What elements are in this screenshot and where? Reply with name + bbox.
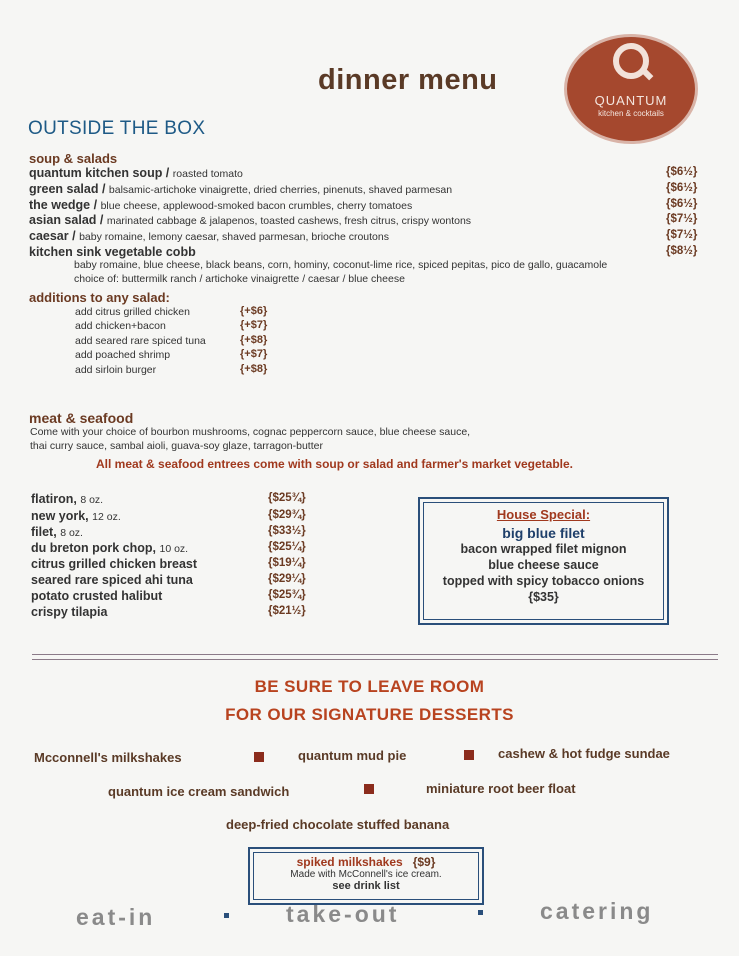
divider bbox=[32, 659, 718, 660]
item-price: {$6½} bbox=[666, 182, 698, 194]
entree-item: new york, 12 oz. bbox=[31, 509, 121, 523]
addition-price: {+$8} bbox=[240, 363, 268, 375]
bullet-square-icon bbox=[254, 752, 264, 762]
bullet-square-icon bbox=[364, 784, 374, 794]
entree-note: All meat & seafood entrees come with soup or salad and farmer's market vegetable. bbox=[96, 457, 574, 471]
spiked-milkshakes-box bbox=[248, 847, 484, 905]
addition-price: {+$7} bbox=[240, 348, 268, 360]
entree-price: {$33½} bbox=[268, 525, 306, 537]
dessert-item: cashew & hot fudge sundae bbox=[498, 746, 670, 761]
addition-item: add citrus grilled chicken bbox=[75, 306, 190, 318]
meat-sauces-line1: Come with your choice of bourbon mushrooms, cognac peppercorn sauce, blue cheese sauce, bbox=[30, 426, 471, 438]
special-line: blue cheese sauce bbox=[488, 558, 599, 572]
cobb-choices: choice of: buttermilk ranch / artichoke vinaigrette / caesar / blue cheese bbox=[74, 273, 405, 285]
footer-eat-in: eat-in bbox=[76, 904, 156, 930]
bullet-dot-icon bbox=[478, 910, 483, 915]
divider bbox=[32, 654, 718, 655]
special-price: {$35} bbox=[528, 590, 559, 604]
addition-price: {+$7} bbox=[240, 319, 268, 331]
bullet-dot-icon bbox=[224, 913, 229, 918]
footer-catering: catering bbox=[540, 898, 654, 924]
entree-item: potato crusted halibut bbox=[31, 589, 163, 603]
entree-item: filet, 8 oz. bbox=[31, 525, 83, 539]
item-price: {$8½} bbox=[666, 245, 698, 257]
entree-item: du breton pork chop, 10 oz. bbox=[31, 541, 189, 555]
cobb-description: baby romaine, blue cheese, black beans, corn, hominy, coconut-lime rice, spiced pepitas, pico de gallo, guacamole bbox=[74, 259, 608, 271]
special-name: big blue filet bbox=[502, 525, 585, 541]
additions-heading: additions to any salad: bbox=[29, 290, 170, 305]
entree-price: {$19¼} bbox=[268, 557, 306, 569]
meat-heading: meat & seafood bbox=[29, 410, 134, 426]
spiked-description: Made with McConnell's ice cream. bbox=[290, 869, 442, 880]
addition-item: add chicken+bacon bbox=[75, 320, 166, 332]
entree-item: flatiron, 8 oz. bbox=[31, 492, 104, 506]
special-line: bacon wrapped filet mignon bbox=[460, 542, 627, 556]
item-price: {$6½} bbox=[666, 166, 698, 178]
menu-item: quantum kitchen soup / roasted tomato bbox=[29, 166, 243, 180]
item-price: {$6½} bbox=[666, 198, 698, 210]
menu-item: asian salad / marinated cabbage & jalapenos, toasted cashews, fresh citrus, crispy wontons bbox=[29, 213, 472, 227]
addition-item: add poached shrimp bbox=[75, 349, 171, 361]
addition-price: {+$6} bbox=[240, 305, 268, 317]
addition-item: add sirloin burger bbox=[75, 364, 157, 376]
logo-subtitle: kitchen & cocktails bbox=[598, 109, 664, 118]
spiked-title: spiked milkshakes bbox=[296, 855, 403, 869]
entree-price: {$29¼} bbox=[268, 573, 306, 585]
entree-price: {$21½} bbox=[268, 605, 306, 617]
addition-price: {+$8} bbox=[240, 334, 268, 346]
menu-item: kitchen sink vegetable cobb bbox=[29, 245, 196, 259]
spiked-price: {$9} bbox=[412, 855, 436, 869]
special-line: topped with spicy tobacco onions bbox=[442, 574, 645, 588]
dessert-item: deep-fried chocolate stuffed banana bbox=[226, 817, 450, 832]
entree-price: {$25¼} bbox=[268, 541, 306, 553]
house-special-box bbox=[418, 497, 669, 625]
item-price: {$7½} bbox=[666, 229, 698, 241]
entree-item: crispy tilapia bbox=[31, 605, 108, 619]
meat-sauces-line2: thai curry sauce, sambal aioli, guava-soy glaze, tarragon-butter bbox=[30, 440, 323, 452]
logo-name: QUANTUM bbox=[594, 93, 668, 108]
menu-item: caesar / baby romaine, lemony caesar, shaved parmesan, brioche croutons bbox=[29, 229, 389, 243]
entree-price: {$29¾} bbox=[268, 509, 306, 521]
quantum-logo bbox=[564, 34, 698, 144]
bullet-square-icon bbox=[464, 750, 474, 760]
special-title: House Special: bbox=[496, 507, 591, 522]
page-title: dinner menu bbox=[318, 64, 498, 96]
footer-take-out: take-out bbox=[286, 901, 400, 927]
entree-item: seared rare spiced ahi tuna bbox=[31, 573, 193, 587]
dessert-item: quantum mud pie bbox=[298, 748, 407, 763]
dessert-heading-1: BE SURE TO LEAVE ROOM bbox=[254, 677, 485, 696]
soups-heading: soup & salads bbox=[29, 151, 118, 166]
spiked-see-drink-list: see drink list bbox=[332, 880, 400, 892]
item-price: {$7½} bbox=[666, 213, 698, 225]
entree-price: {$25¾} bbox=[268, 492, 306, 504]
dessert-item: miniature root beer float bbox=[426, 781, 576, 796]
menu-item: the wedge / blue cheese, applewood-smoked bacon crumbles, cherry tomatoes bbox=[29, 198, 413, 212]
menu-item: green salad / balsamic-artichoke vinaigrette, dried cherries, pinenuts, shaved parmesan bbox=[29, 182, 453, 196]
entree-price: {$25¾} bbox=[268, 589, 306, 601]
dessert-item: quantum ice cream sandwich bbox=[108, 784, 290, 799]
addition-item: add seared rare spiced tuna bbox=[75, 335, 206, 347]
q-logo-tail-icon bbox=[641, 68, 654, 81]
dessert-item: Mcconnell's milkshakes bbox=[34, 750, 182, 765]
section-title: OUTSIDE THE BOX bbox=[28, 118, 206, 139]
dessert-heading-2: FOR OUR SIGNATURE DESSERTS bbox=[225, 705, 514, 724]
entree-item: citrus grilled chicken breast bbox=[31, 557, 198, 571]
